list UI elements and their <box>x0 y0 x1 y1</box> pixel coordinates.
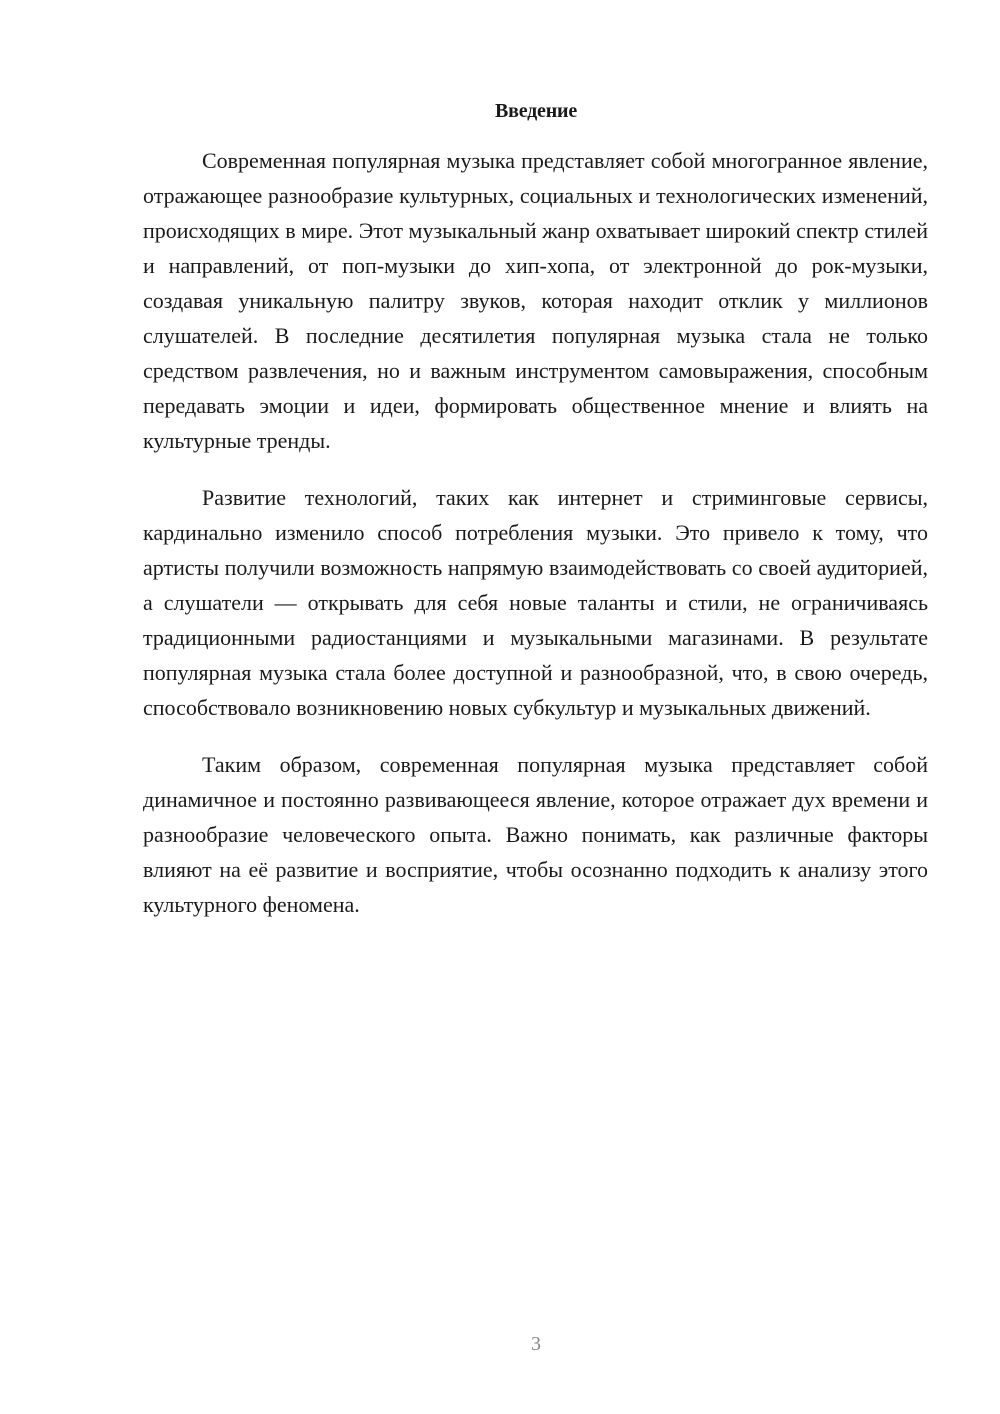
paragraph-2: Развитие технологий, таких как интернет и стриминговые сервисы, кардинально изменило способ потребления музыки. Это привело к тому, что артисты получили возможность напрямую взаимодействовать со своей аудиторией, а слушатели — открывать для себя новые таланты и стили, не ограничиваясь традиционными радиостанциями и музыкальными магазинами. В результате популярная музыка стала более доступной и разнообразной, что, в свою очередь, способствовало возникновению новых субкультур и музыкальных движений. <box>143 485 928 720</box>
paragraph-3: Таким образом, современная популярная музыка представляет собой динамичное и постоянно развивающееся явление, которое отражает дух времени и разнообразие человеческого опыта. Важно понимать, как различные факторы влияют на её развитие и восприятие, чтобы осознанно подходить к анализу этого культурного феномена. <box>143 752 928 917</box>
page-title: Введение <box>494 100 578 122</box>
document-body <box>143 143 928 944</box>
paragraph-1: Современная популярная музыка представляет собой многогранное явление, отражающее разнообразие культурных, социальных и технологических изменений, происходящих в мире. Этот музыкальный жанр охватывает широкий спектр стилей и направлений, от поп-музыки до хип-хопа, от электронной до рок-музыки, создавая уникальную палитру звуков, которая находит отклик у миллионов слушателей. В последние десятилетия популярная музыка стала не только средством развлечения, но и важным инструментом самовыражения, способным передавать эмоции и идеи, формировать общественное мнение и влиять на культурные тренды. <box>143 148 928 453</box>
page-number: 3 <box>531 1333 541 1355</box>
